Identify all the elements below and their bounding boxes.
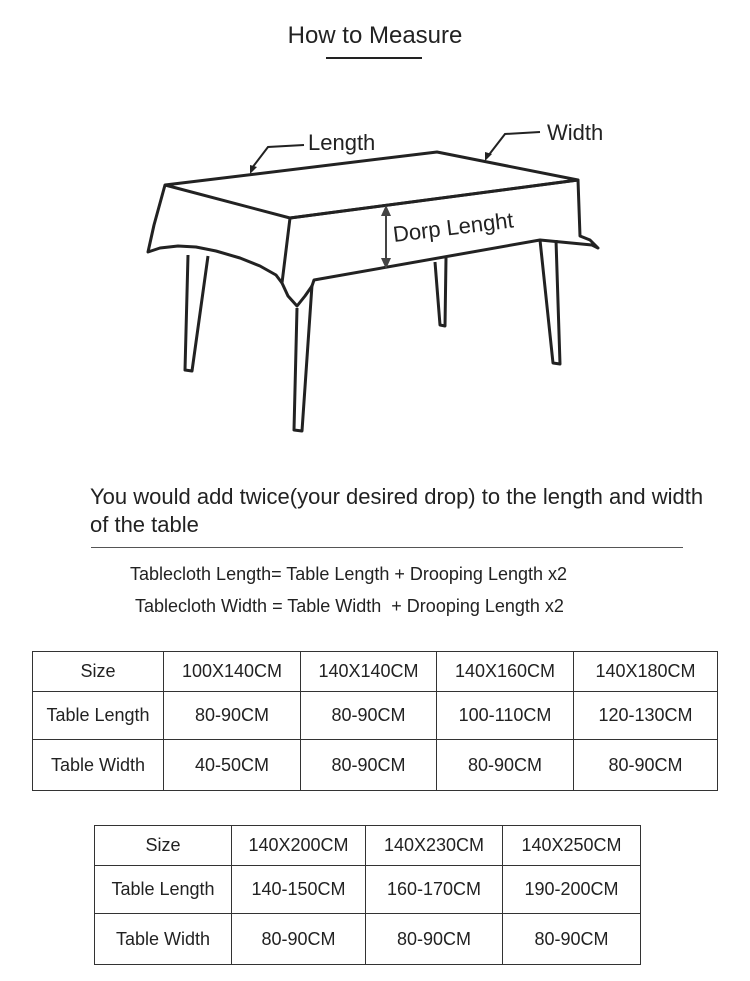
table-cell: 140X180CM: [574, 652, 718, 692]
width-label: Width: [547, 120, 604, 145]
table-cell: 160-170CM: [366, 866, 503, 914]
table-cell: 80-90CM: [301, 740, 437, 791]
table-cell: 100X140CM: [164, 652, 301, 692]
table-cell: 140X140CM: [301, 652, 437, 692]
table-row: [95, 914, 641, 965]
table-cell: 80-90CM: [164, 692, 301, 740]
length-label: Length: [308, 130, 376, 155]
drop-length-label: Dorp Lenght: [391, 207, 515, 247]
table-cell: 40-50CM: [164, 740, 301, 791]
table-row: [33, 652, 718, 692]
table-measurement-diagram: [0, 0, 750, 470]
tablecloth: [148, 152, 598, 306]
front-left-leg: [185, 255, 208, 371]
table-cell: 80-90CM: [503, 914, 641, 965]
width-formula: Tablecloth Width = Table Width + Drooping Length x2: [135, 596, 564, 616]
table-row: [33, 740, 718, 791]
size-table-1: [32, 651, 718, 791]
drop-arrow: [381, 205, 391, 269]
table-row: [33, 692, 718, 740]
width-pointer: [488, 132, 540, 156]
divider: [91, 547, 683, 548]
size-table-2: [94, 825, 641, 965]
table-cell: 140-150CM: [232, 866, 366, 914]
table-cell: Size: [95, 826, 232, 866]
table-cell: 140X250CM: [503, 826, 641, 866]
table-row: [95, 826, 641, 866]
table-cell: 80-90CM: [366, 914, 503, 965]
table-cell: 140X160CM: [437, 652, 574, 692]
tablecloth-front-drop: [282, 180, 598, 306]
length-formula: Tablecloth Length= Table Length + Drooping Length x2: [130, 564, 568, 584]
table-cell: Table Length: [95, 866, 232, 914]
table-cell: Table Width: [33, 740, 164, 791]
table-cell: 120-130CM: [574, 692, 718, 740]
table-cell: 140X200CM: [232, 826, 366, 866]
table-cell: Table Width: [95, 914, 232, 965]
table-cell: 80-90CM: [301, 692, 437, 740]
drop-instruction: You would add twice(your desired drop) to the length and width of the table: [90, 484, 704, 537]
table-row: [95, 866, 641, 914]
table-cell: 100-110CM: [437, 692, 574, 740]
table-cell: Table Length: [33, 692, 164, 740]
page-title: How to Measure: [287, 22, 463, 49]
table-cell: 80-90CM: [574, 740, 718, 791]
back-right-leg: [540, 240, 560, 364]
table-cell: 80-90CM: [437, 740, 574, 791]
table-cell: 190-200CM: [503, 866, 641, 914]
back-left-leg: [435, 258, 446, 326]
table-cell: 80-90CM: [232, 914, 366, 965]
table-cell: 140X230CM: [366, 826, 503, 866]
length-pointer: [252, 145, 304, 168]
table-cell: Size: [33, 652, 164, 692]
